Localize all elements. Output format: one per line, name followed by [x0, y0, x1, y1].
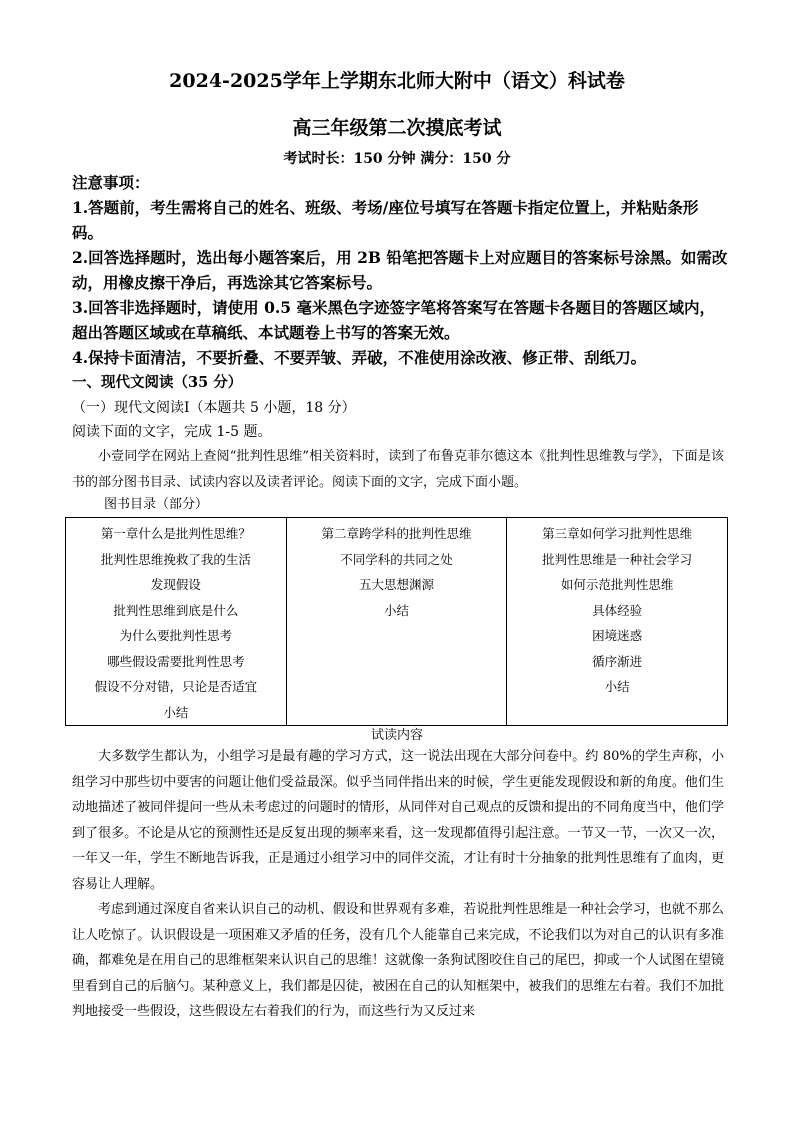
toc-entry: 批判性思维到底是什么: [113, 602, 239, 618]
toc-column-2: [286, 518, 507, 726]
toc-entry: 假设不分对错，只论是否适宜: [94, 679, 258, 694]
toc-entry: 发现假设: [150, 577, 201, 592]
section-subtitle: （一）现代文阅读Ⅰ（本题共 5 小题，18 分）: [72, 400, 356, 416]
toc-entry: 哪些假设需要批判性思考: [107, 653, 245, 669]
section-instruction: 阅读下面的文字，完成 1-5 题。: [72, 424, 272, 440]
toc-entry: 批判性思维挽救了我的生活: [100, 551, 251, 567]
reading-paragraph: 大多数学生都认为，小组学习是最有趣的学习方式，这一说法出现在大部分问卷中。约 80%的学生声称，小组学习中那些切中要害的问题让他们受益最深。似乎当同伴指出来的时候，学生更能发现假设和新的角度。他们生动地描述了被同伴提问一些从未考虑过的问题时的情形，从同伴对自己观点的反馈和提出的不同角度当中，他们学到了很多。不论是从它的预测性还是反复出现的频率来看，这一发现都值得引起注意。一节又一节，一次又一次，一年又一年，学生不断地告诉我，正是通过小组学习中的同伴交流，才让有时十分抽象的批判性思维有了血肉，更容易让人理解。: [72, 749, 724, 892]
toc-entry: 不同学科的共同之处: [340, 551, 453, 567]
toc-entry: 批判性思维是一种社会学习: [542, 551, 693, 567]
reading-paragraph: 考虑到通过深度自省来认识自己的动机、假设和世界观有多难，若说批判性思维是一种社会学习，也就不那么让人吃惊了。认识假设是一项困难又矛盾的任务，没有几个人能靠自己来完成，不论我们以为对自己的认识有多准确，都难免是在用自己的思维框架来认识自己的思维！这就像一条狗试图咬住自己的尾巴，抑或一个人试图在望镜里看到自己的后脑勺。某种意义上，我们都是囚徒，被困在自己的认知框架中，被我们的思维左右着。我们不加批判地接受一些假设，这些假设左右着我们的行为，而这些行为又反过来: [72, 902, 724, 1019]
toc-caption: 图书目录（部分）: [104, 497, 209, 512]
notice-heading: 注意事项：: [72, 173, 150, 192]
exam-info: 考试时长：150 分钟 满分：150 分: [283, 151, 511, 167]
table-row: [66, 518, 728, 726]
toc-column-1: [66, 518, 287, 726]
notice-item: 1.答题前，考生需将自己的姓名、班级、考场/座位号填写在答题卡指定位置上，并粘贴条形码。: [72, 198, 699, 242]
notice-item: 4.保持卡面清洁，不要折叠、不要弄皱、弄破，不准使用涂改液、修正带、刮纸刀。: [72, 348, 647, 367]
intro-text: 小壹同学在网站上查阅“批判性思维”相关资料时，读到了布鲁克菲尔德这本《批判性思维教与学》，下面是该书的部分图书目录、试读内容以及读者评论。阅读下面的文字，完成下面小题。: [72, 449, 724, 490]
reading-body: [72, 744, 724, 1025]
intro-paragraph: [72, 444, 724, 495]
exam-title: 2024-2025学年上学期东北师大附中（语文）科试卷: [169, 70, 625, 92]
notice-item: 2.回答选择题时，选出每小题答案后，用 2B 铅笔把答题卡上对应题目的答案标号涂黑。如需改动，用橡皮擦干净后，再选涂其它答案标号。: [72, 248, 728, 292]
reading-heading: 试读内容: [370, 728, 423, 743]
toc-entry: 小结: [604, 679, 630, 694]
toc-entry: 具体经验: [592, 602, 643, 618]
exam-subtitle: 高三年级第二次摸底考试: [292, 117, 502, 139]
toc-entry: 小结: [163, 704, 189, 720]
toc-entry: 循序渐进: [592, 653, 643, 669]
toc-entry: 第一章什么是批判性思维？: [100, 526, 251, 541]
toc-entry: 困境迷惑: [592, 628, 643, 643]
toc-entry: 小结: [383, 602, 409, 618]
toc-entry: 第二章跨学科的批判性思维: [321, 526, 472, 541]
toc-column-3: [507, 518, 728, 726]
toc-entry: 五大思想渊源: [358, 577, 434, 592]
section-title: 一、现代文阅读（35 分）: [72, 374, 243, 391]
notice-item: 3.回答非选择题时，请使用 0.5 毫米黑色字迹签字笔将答案写在答题卡各题目的答题区域内，超出答题区域或在草稿纸、本试题卷上书写的答案无效。: [72, 298, 715, 342]
toc-entry: 第三章如何学习批判性思维: [542, 526, 693, 541]
toc-table: [65, 517, 728, 726]
toc-entry: 为什么要批判性思考: [119, 628, 233, 643]
notice-block: [72, 170, 728, 370]
toc-entry: 如何示范批判性思维: [560, 577, 674, 592]
